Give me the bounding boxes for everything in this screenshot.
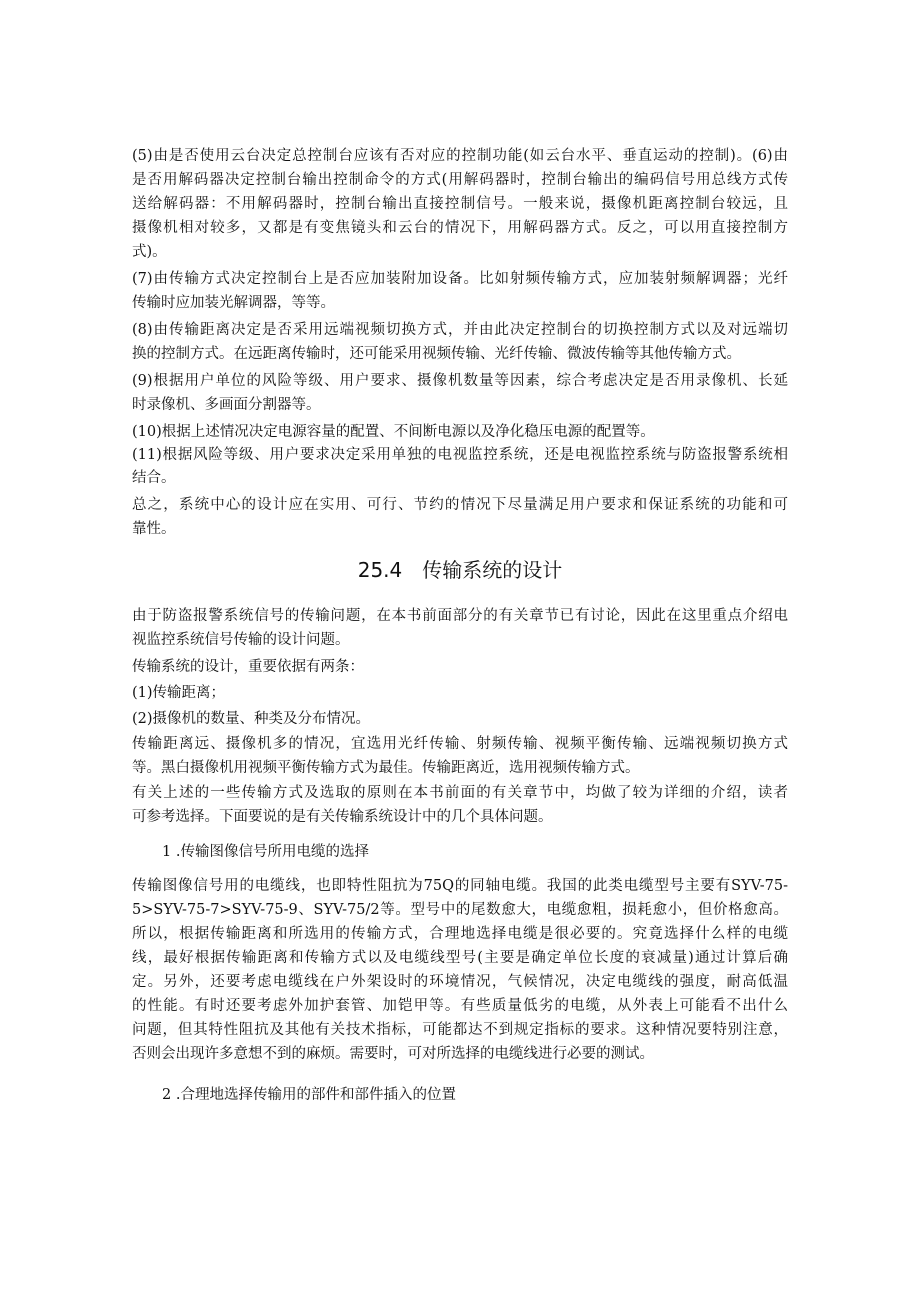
paragraph-line: 视监控系统信号传输的设计问题。	[132, 632, 350, 648]
paragraph-line: 由于防盗报警系统信号的传输问题，在本书前面部分的有关章节已有讨论，因此在这里重点介绍电	[132, 608, 788, 624]
section-number: 25.4	[357, 558, 403, 582]
paragraph-line: 换的控制方式。在远距离传输时，还可能采用视频传输、光纤传输、微波传输等其他传输方式。	[132, 346, 741, 362]
paragraph-line: (11)根据风险等级、用户要求决定采用单独的电视监控系统，还是电视监控系统与防盗报警系统相	[132, 447, 788, 463]
paragraph-line: 结合。	[132, 470, 176, 486]
paragraph-line: 传输系统的设计，重要依据有两条：	[132, 659, 364, 675]
paragraph-line: (10)根据上述情况决定电源容量的配置、不间断电源以及净化稳压电源的配置等。	[132, 424, 655, 440]
subsection-title: 1 .传输图像信号所用电缆的选择	[162, 844, 369, 860]
paragraph-line: 等。黑白摄像机用视频平衡传输方式为最佳。传输距离近，选用视频传输方式。	[132, 760, 640, 776]
paragraph-line: 传输时应加装光解调器，等等。	[132, 295, 335, 311]
paragraph-line: 问题，但其特性阻抗及其他有关技术指标，可能都达不到规定指标的要求。这种情况要特别注意，	[132, 1022, 788, 1038]
paragraph-line: 的性能。有时还要考虑外加护套管、加铠甲等。有些质量低劣的电缆，从外表上可能看不出什么	[132, 998, 788, 1014]
section-heading	[0, 556, 920, 584]
paragraph-line: 线，最好根据传输距离和传输方式以及电缆线型号(主要是确定单位长度的衰减量)通过计算后确	[132, 950, 788, 966]
paragraph-line: 定。另外，还要考虑电缆线在户外架设时的环境情况，气候情况，决定电缆线的强度，耐高低温	[132, 974, 788, 990]
paragraph-line: (1)传输距离；	[132, 685, 226, 701]
paragraph-line: 有关上述的一些传输方式及选取的原则在本书前面的有关章节中，均做了较为详细的介绍，读者	[132, 785, 788, 801]
paragraph-line: 传输图像信号用的电缆线，也即特性阻抗为75Q的同轴电缆。我国的此类电缆型号主要有SYV-75-	[132, 878, 788, 894]
paragraph-line: 靠性。	[132, 521, 176, 537]
subsection-title: 2 .合理地选择传输用的部件和部件插入的位置	[162, 1087, 456, 1103]
paragraph-line: 总之，系统中心的设计应在实用、可行、节约的情况下尽量满足用户要求和保证系统的功能和可	[132, 497, 788, 513]
paragraph-line: (8)由传输距离决定是否采用远端视频切换方式，并由此决定控制台的切换控制方式以及对远端切	[132, 322, 788, 338]
paragraph-line: 是否用解码器决定控制台输出控制命令的方式(用解码器时，控制台输出的编码信号用总线方式传	[132, 172, 788, 188]
paragraph-line: (9)根据用户单位的风险等级、用户要求、摄像机数量等因素，综合考虑决定是否用录像机、长延	[132, 373, 788, 389]
paragraph-line: 所以，根据传输距离和所选用的传输方式，合理地选择电缆是很必要的。究竟选择什么样的电缆	[132, 926, 788, 942]
paragraph-line: 传输距离远、摄像机多的情况，宜选用光纤传输、射频传输、视频平衡传输、远端视频切换方式	[132, 736, 788, 752]
paragraph-line: (7)由传输方式决定控制台上是否应加装附加设备。比如射频传输方式，应加装射频解调器；光纤	[132, 271, 788, 287]
paragraph-line: 时录像机、多画面分割器等。	[132, 397, 321, 413]
paragraph-line: (5)由是否使用云台决定总控制台应该有否对应的控制功能(如云台水平、垂直运动的控制)。(6)由	[132, 148, 788, 164]
paragraph-line: 可参考选择。下面要说的是有关传输系统设计中的几个具体问题。	[132, 809, 553, 825]
paragraph-line: 5>SYV-75-7>SYV-75-9、SYV-75/2等。型号中的尾数愈大，电缆愈粗，损耗愈小，但价格愈高。	[132, 902, 788, 918]
paragraph-line: 式)。	[132, 244, 167, 260]
section-title: 传输系统的设计	[422, 558, 563, 582]
paragraph-line: 送给解码器：不用解码器时，控制台输出直接控制信号。一般来说，摄像机距离控制台较远，且	[132, 196, 788, 212]
paragraph-line: 摄像机相对较多，又都是有变焦镜头和云台的情况下，用解码器方式。反之，可以用直接控制方	[132, 220, 788, 236]
paragraph-line: (2)摄像机的数量、种类及分布情况。	[132, 711, 371, 727]
paragraph-line: 否则会出现许多意想不到的麻烦。需要时，可对所选择的电缆线进行必要的测试。	[132, 1046, 654, 1062]
